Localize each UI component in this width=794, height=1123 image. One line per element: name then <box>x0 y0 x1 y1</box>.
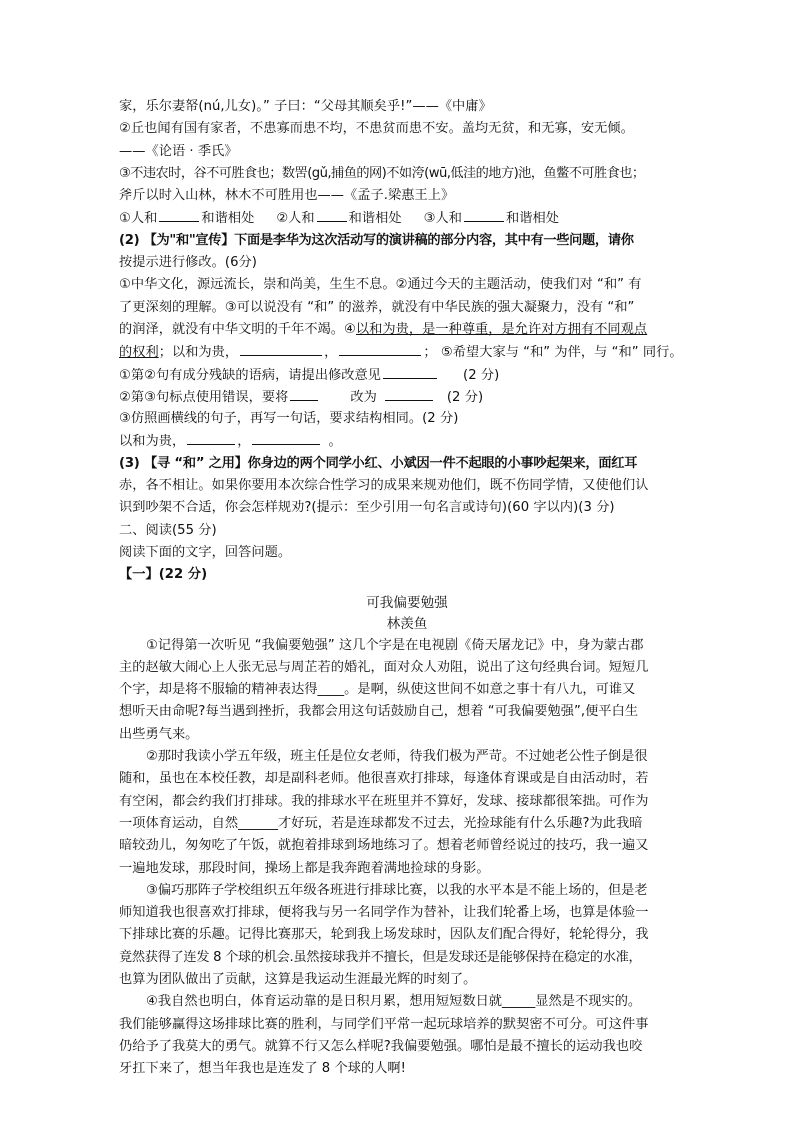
q2-heading-line-1: (2) 【为"和"宣传】下面是李华为这次活动写的演讲稿的部分内容，其中有一些问题，请你 <box>119 232 634 248</box>
p2-line-2: 随和，虽也在本校任教，却是副科老师。他很喜欢打排球，每逢体育课或是自由活动时，若 <box>119 771 649 787</box>
q2-text-line-4-c: ； ⑤希望大家与 “和” 为伴，与 “和” 同行。 <box>423 345 683 361</box>
p2-line-4: 一项体育运动，自然______才好玩，若是连球都发不过去，光捡球能有什么乐趣?为此我暗 <box>119 815 643 831</box>
q3-line-2: 赤，各不相让。如果你要用本次综合性学习的成果来规劝他们，既不伤同学情，又使他们认 <box>119 478 649 494</box>
p2-line-5: 暗较劲儿，匆匆吃了午饭，就抱着排球到场地练习了。想着老师曾经说过的技巧，我一遍又 <box>119 838 649 854</box>
reading-instruction: 阅读下面的文字，回答问题。 <box>119 544 292 560</box>
article-author: 林羡鱼 <box>386 615 428 632</box>
q1-a-suffix: 和谐相处 <box>201 211 255 227</box>
p3-line-5: 也算为团队做出了贡献，这算是我运动生涯最光辉的时刻了。 <box>119 971 477 987</box>
q2-sub3-answer-c: 。 <box>328 434 342 450</box>
q1-a-blank[interactable] <box>159 207 199 222</box>
article-title: 可我偏要勉强 <box>366 594 448 611</box>
q2-text-line-3 <box>119 319 685 341</box>
q1-answer-line <box>119 207 685 229</box>
q1-b-suffix: 和谐相处 <box>348 211 402 227</box>
section-heading: 二、阅读(55 分) <box>119 522 217 538</box>
q2-heading-line-2: 按提示进行修改。(6分) <box>119 255 257 271</box>
passage-line-4: ③不违农时，谷不可胜食也；数罟(gǔ,捕鱼的网)不如洿(wū,低洼的地方)池，鱼鳖不可胜食也； <box>119 165 645 181</box>
p4-line-3: 仍给予了我莫大的勇气。就算不行又怎么样呢?我偏要勉强。哪怕是最不擅长的运动我也咬 <box>119 1038 643 1054</box>
p3-line-4: 竟然获得了连发 8 个球的机会.虽然接球我并不擅长，但是发球还是能够保持在稳定的水准， <box>119 949 642 965</box>
p4-line-4: 牙扛下来了，想当年我也是连发了 8 个球的人啊! <box>119 1061 407 1077</box>
passage-line-2: ②丘也闻有国有家者，不患寡而患不均，不患贫而患不安。盖均无贫，和无寡，安无倾。 <box>119 121 634 137</box>
p2-line-1: ②那时我读小学五年级，班主任是位女老师，待我们极为严苛。不过她老公性子倒是很 <box>146 749 648 765</box>
q1-c-blank[interactable] <box>464 207 504 222</box>
q2-text-line-4-b: ， <box>324 345 338 361</box>
p1-line-1: ①记得第一次听见 “我偏要勉强” 这几个字是在电视剧《倚天屠龙记》中，身为蒙古郡 <box>146 637 644 653</box>
q2-text-line-4 <box>119 341 685 363</box>
passage-line-5: 斧斤以时入山林，林木不可胜用也——《孟子.梁惠王上》 <box>119 188 455 204</box>
q3-line-3: 识到吵架不合适，你会怎样规劝?(提示：至少引用一句名言或诗句)(60 字以内)(3 分) <box>119 500 615 516</box>
q2-sub2 <box>119 386 685 408</box>
q2-text-line-2: 了更深刻的理解。③可以说没有 “和” 的滋养，就没有中华民族的强大凝聚力，没有 “和” <box>119 299 635 315</box>
p1-line-5: 出些勇气来。 <box>119 726 199 742</box>
q2-underlined-sentence: 以和为贵，是一种尊重，是允许对方拥有不同观点 <box>355 321 648 337</box>
q2-sub1-text: ①第②句有成分残缺的语病，请提出修改意见 <box>119 367 382 383</box>
q2-sub2-text-b: 改为 <box>350 389 377 405</box>
p1-line-3: 个字，却是将不服输的精神表达得____。是啊，纵使这世间不如意之事十有八九，可谁又 <box>119 682 636 698</box>
p3-line-3: 下排球比赛的乐趣。记得比赛那天，轮到我上场发球时，因队友们配合得好，轮轮得分，我 <box>119 927 649 943</box>
q2-sub3-blank-2[interactable] <box>252 430 320 445</box>
q2-sub3-blank-1[interactable] <box>187 430 235 445</box>
q1-c-prefix: ③人和 <box>423 211 462 227</box>
passage-line-1: 家，乐尔妻帑(nú,儿女)。” 子曰：“父母其顺矣乎!”——《中庸》 <box>119 99 492 114</box>
q2-underlined-sentence-end: 的权利 <box>119 345 159 361</box>
q2-text-line-1: ①中华文化，源远流长，崇和尚美，生生不息。②通过今天的主题活动，使我们对 “和” 有 <box>119 277 642 293</box>
p4-line-1: ④我自然也明白，体育运动靠的是日积月累，想用短短数日就_____显然是不现实的。 <box>146 994 642 1010</box>
q2-sub3: ③仿照画横线的句子，再写一句话，要求结构相同。(2 分) <box>119 411 459 427</box>
part-heading: 【一】(22 分) <box>119 567 208 583</box>
q2-text-line-4-a: ；以和为贵， <box>158 345 239 361</box>
p1-line-2: 主的赵敏大闹心上人张无忌与周芷若的婚礼，面对众人劝阻，说出了这句经典台词。短短几 <box>119 659 649 675</box>
q2-text-line-3-a: 的润泽，就没有中华文明的千年不竭。④ <box>119 321 356 337</box>
q2-sub2-text-a: ②第③句标点使用错误，要将 <box>119 389 289 405</box>
p2-line-6: 一遍地发球，那段时间，操场上都是我奔跑着满地捡球的身影。 <box>119 860 490 876</box>
q2-inline-blank-1[interactable] <box>240 341 322 356</box>
q1-b-prefix: ②人和 <box>276 211 315 227</box>
p1-line-4: 想听天由命呢?每当遇到挫折，我都会用这句话鼓励自己，想着 “可我偏要勉强”,便平白生 <box>119 704 639 720</box>
q2-sub1-points: (2 分) <box>463 367 500 383</box>
q2-sub3-answer-b: ， <box>237 434 251 450</box>
q2-inline-blank-2[interactable] <box>339 341 421 356</box>
q1-b-blank[interactable] <box>317 207 347 222</box>
q2-sub1-blank[interactable] <box>383 364 437 379</box>
passage-line-3: ——《论语 · 季氏》 <box>119 143 238 159</box>
q1-a-prefix: ①人和 <box>119 211 158 227</box>
p4-line-2: 我们能够赢得这场排球比赛的胜利，与同学们平常一起玩球培养的默契密不可分。可这件事 <box>119 1016 649 1032</box>
q2-sub3-answer-a: 以和为贵， <box>119 434 186 450</box>
p3-line-2: 师知道我也很喜欢打排球，便将我与另一名同学作为替补，让我们轮番上场，也算是体验一 <box>119 905 649 921</box>
q2-sub3-answer <box>119 430 685 452</box>
p2-line-3: 有空闲，都会约我们打排球。我的排球水平在班里并不算好，发球、接球都很笨拙。可作为 <box>119 793 649 809</box>
q2-sub1 <box>119 364 685 386</box>
q3-line-1: (3) 【寻 “和” 之用】你身边的两个同学小红、小斌因一件不起眼的小事吵起架来，面红耳 <box>119 455 638 471</box>
q2-sub2-blank-1[interactable] <box>290 386 318 401</box>
p3-line-1: ③偏巧那阵子学校组织五年级各班进行排球比赛，以我的水平本是不能上场的，但是老 <box>146 882 648 898</box>
q2-sub2-blank-2[interactable] <box>385 386 433 401</box>
document-page <box>119 96 685 1080</box>
q1-c-suffix: 和谐相处 <box>505 211 559 227</box>
q2-sub2-points: (2 分) <box>446 389 484 405</box>
